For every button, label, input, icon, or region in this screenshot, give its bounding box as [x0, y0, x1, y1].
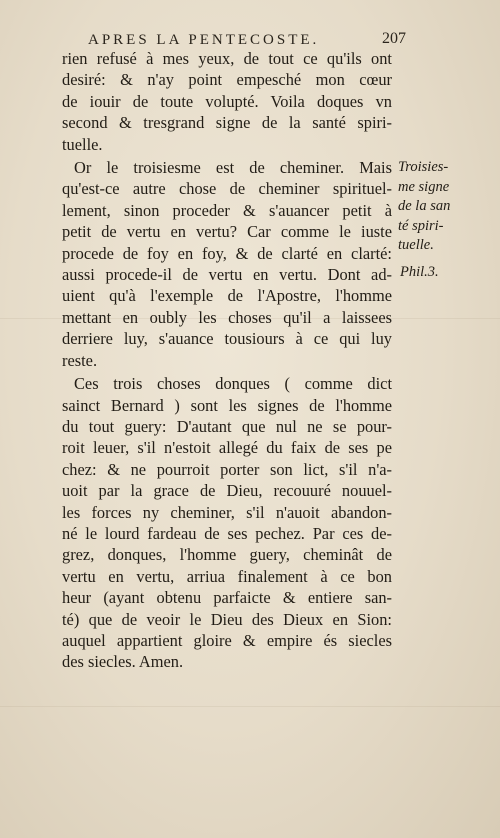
text-line: rien refusé à mes yeux, de tout ce qu'ils ont	[62, 49, 392, 68]
text-line: qu'est-ce autre chose de cheminer spirituel-	[62, 179, 392, 199]
text-line: de iouir de toute volupté. Voila doques vn	[62, 91, 392, 111]
text-line: desiré: & n'ay point empesché mon cœur	[62, 70, 392, 90]
text-line: sainct Bernard ) sont les signes de l'homme	[62, 395, 392, 415]
text-line: té) que de veoir le Dieu des Dieux en Sion:	[62, 609, 392, 629]
paragraph-3	[62, 373, 392, 673]
paragraph-2	[62, 157, 392, 371]
text-line: derriere luy, s'auance tousiours à ce qui luy	[62, 329, 392, 349]
margin-note-line: té spiri-	[398, 217, 444, 234]
text-line: du tout guery: D'autant que nul ne se pour-	[62, 416, 392, 436]
text-line: reste.	[62, 350, 98, 370]
text-line: procede de foy en foy, & de clarté en clarté:	[62, 243, 392, 263]
text-line: mettant en oubly les choses qu'il a laissees	[62, 307, 392, 327]
body-text	[62, 48, 392, 673]
text-line: tuelle.	[62, 134, 103, 154]
text-line: des siecles. Amen.	[62, 652, 184, 672]
page-number: 207	[382, 30, 406, 47]
text-line: né le lourd fardeau de ses pechez. Par ces de-	[62, 523, 392, 543]
text-line: aussi procede-il de vertu en vertu. Dont ad-	[62, 265, 392, 285]
margin-note-line: tuelle.	[398, 237, 434, 253]
margin-note-line: de la san	[398, 198, 451, 214]
text-line: auquel appartient gloire & empire és siecles	[62, 630, 392, 650]
paragraph-1	[62, 48, 392, 155]
text-line: chez: & ne pourroit porter son lict, s'il n'a-	[62, 459, 392, 479]
text-line: heur (ayant obtenu parfaicte & entiere san-	[62, 588, 392, 608]
margin-reference: Phil.3.	[400, 264, 439, 280]
text-line: petit de vertu en vertu? Car comme le iuste	[62, 222, 392, 242]
margin-note-line: Troisies-	[398, 159, 449, 175]
running-head: APRES LA PENTECOSTE.	[88, 32, 320, 48]
text-line: uient qu'à l'exemple de l'Apostre, l'homme	[62, 286, 392, 306]
text-line: second & tresgrand signe de la santé spiri-	[62, 113, 392, 133]
text-line: Ces trois choses donques ( comme dict	[74, 374, 392, 394]
text-line: roit leuer, s'il n'estoit allegé du faix de ses pe	[62, 438, 392, 458]
text-line: grez, donques, l'homme guery, cheminât de	[62, 545, 392, 565]
margin-note-line: me signe	[398, 178, 450, 195]
text-line: vertu en vertu, arriua finalement à ce bon	[62, 566, 392, 586]
text-line: uoit par la grace de Dieu, recouuré nouuel-	[62, 481, 392, 501]
text-line: lement, sinon proceder & s'auancer petit à	[62, 200, 392, 220]
text-line: les forces ny cheminer, s'il n'auoit abandon-	[62, 502, 392, 522]
margin-note	[398, 158, 478, 256]
text-line: Or le troisiesme est de cheminer. Mais	[74, 158, 392, 178]
paper-fold-line	[0, 706, 500, 707]
